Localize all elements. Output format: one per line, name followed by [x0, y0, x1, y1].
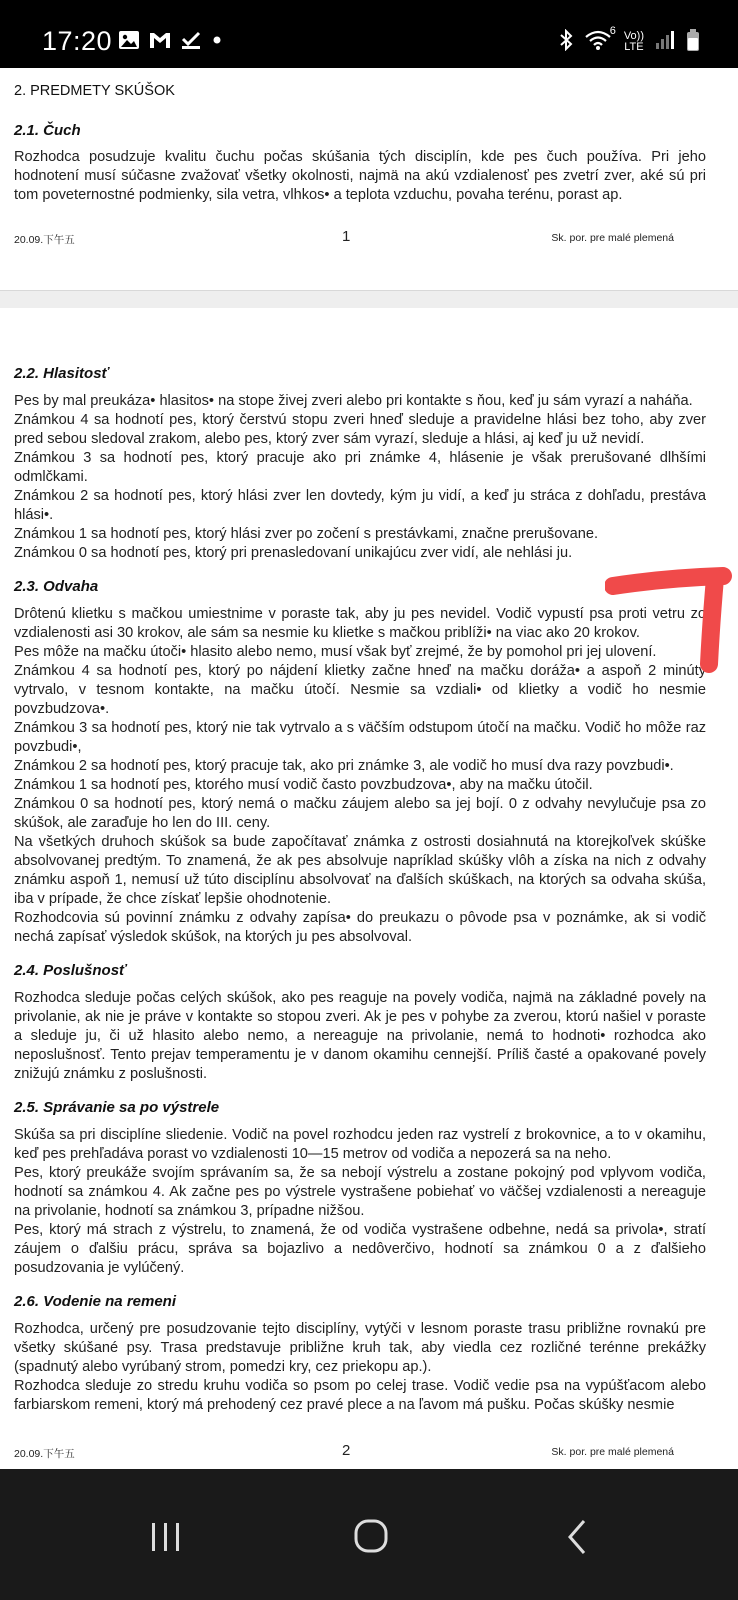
home-icon[interactable]	[352, 1517, 392, 1562]
wifi-icon	[584, 25, 616, 54]
paragraph: Známkou 3 sa hodnotí pes, ktorý pracuje ako pri známke 4, hlásenie je však prerušované dlhšími odmlčkami.	[14, 450, 706, 485]
paragraph: Známkou 4 sa hodnotí pes, ktorý po nájdení klietky začne hneď na mačku doráža• a aspoň 2 minúty vytrvalo, v tesnom kontakte, na mačku útočí. Nesmie sa vzdiali• od klietky a vodič ho nesmie povzbudzova•.	[14, 663, 706, 717]
section-title-2-1: 2.1. Čuch	[14, 122, 81, 139]
section-body-2-2	[14, 392, 706, 563]
paragraph: Pes, ktorý preukáže svojím správaním sa, že sa nebojí výstrelu a zostane pokojný pod vplyvom vodiča, hodnotí sa známkou 4. Ak začne pes po výstrele vystrašene pobiehať vo väčšej vzdialenosti a nereaguje na privolanie, hodnotí sa známkou 3, prípadne nižšou.	[14, 1165, 706, 1219]
navigation-bar	[0, 1469, 738, 1600]
section-body-2-4	[14, 989, 706, 1084]
page-number: 1	[342, 228, 351, 245]
section-body-2-5	[14, 1126, 706, 1278]
signal-icon	[654, 29, 676, 54]
paragraph: Pes by mal preukáza• hlasitos• na stope živej zveri alebo pri kontakte s ňou, keď ju sám vyrazí a naháňa.	[14, 393, 693, 409]
section-title-2-5: 2.5. Správanie sa po výstrele	[14, 1099, 220, 1116]
volte-label-bottom: LTE	[624, 40, 644, 53]
section-title-2-2: 2.2. Hlasitosť	[14, 365, 109, 382]
paragraph: Na všetkých druhoch skúšok sa bude započítavať známka z ostrosti dosiahnutá na ktorejkoľvek skúške absolvovanej predtým. To znamená, že ak pes absolvuje napríklad skúšky vlôh a získa na nich z odvahy známku aspoň 1, nemusí už túto disciplínu absolvovať na ďalších skúškach, na ktorých sa odvaha skúša, iba v prípade, že chce získať lepšie ohodnotenie.	[14, 834, 706, 907]
paragraph: Známkou 2 sa hodnotí pes, ktorý pracuje tak, ako pri známke 3, ale vodič ho musí dva razy povzbudi•.	[14, 758, 674, 774]
red-marker-t-icon	[605, 564, 738, 689]
document-page-2	[0, 308, 738, 1468]
wifi-label: 6	[609, 25, 616, 37]
checkmark-icon	[180, 30, 202, 55]
paragraph: Rozhodca sleduje počas celých skúšok, ako pes reaguje na povely vodiča, najmä na základné povely na privolanie, ak nie je práve v kontakte so stopou zveri. Ak je pes v pohybe za zverou, ktorú našiel v poraste a sleduje ju, či už hlasito alebo nemo, a nereaguje na privolanie, nemá to hodnoti• rozhodca ako neposlušnosť. Tento prejav temperamentu je v danom okamihu cennejší. Príliš časté a opakované povely znižujú známku z poslušnosti.	[14, 990, 706, 1082]
page-number: 2	[342, 1442, 351, 1459]
paragraph: Známkou 2 sa hodnotí pes, ktorý hlási zver len dovtedy, kým ju vidí, a keď ju stráca z dohľadu, prestáva hlási•.	[14, 488, 706, 523]
footer-date: 20.09.下午五	[14, 234, 75, 246]
page-separator	[0, 290, 738, 310]
section-body-2-3	[14, 605, 706, 947]
paragraph: Rozhodca sleduje zo stredu kruhu vodiča so psom po celej trase. Vodič vedie psa na vypúšťacom alebo farbiarskom remeni, ktorý má prehodený cez pravé plece a na ľavom má pušku. Počas skúšky nesmie	[14, 1378, 706, 1413]
paragraph: Pes, ktorý má strach z výstrelu, to znamená, že od vodiča vystrašene odbehne, nedá sa privola•, stratí záujem o ďalšiu prácu, správa sa bojazlivo a nedôverčivo, hodnotí sa známkou 0 a z ďalšieho posudzovania je vylúčený.	[14, 1222, 706, 1276]
section-body-2-6	[14, 1320, 706, 1415]
back-icon[interactable]	[560, 1517, 600, 1562]
page-footer-1	[14, 228, 674, 247]
battery-icon	[686, 28, 700, 55]
section-title-2-3: 2.3. Odvaha	[14, 578, 99, 595]
image-icon	[118, 30, 140, 55]
bluetooth-icon	[558, 29, 574, 54]
volte-icon	[624, 31, 644, 53]
volte-label-top: Vo))	[623, 29, 644, 42]
gmail-icon	[148, 30, 172, 55]
footer-title: Sk. por. pre malé plemená	[551, 232, 674, 244]
paragraph: Drôtenú klietku s mačkou umiestnime v poraste tak, aby ju pes nevidel. Vodič vypustí psa proti vetru zo vzdialenosti asi 30 krokov, ale sám sa nesmie ku klietke s mačkou priblíži• na viac ako 20 krokov.	[14, 606, 706, 641]
clock: 17:20	[42, 26, 113, 56]
status-bar	[0, 0, 738, 68]
chapter-heading: 2. PREDMETY SKÚŠOK	[14, 83, 175, 99]
paragraph: Známkou 1 sa hodnotí pes, ktorého musí vodič často povzbudzova•, aby na mačku útočil.	[14, 777, 593, 793]
paragraph: Známkou 4 sa hodnotí pes, ktorý čerstvú stopu zveri hneď sleduje a pravidelne hlási bez toho, aby zver pred sebou sledoval zrakom, alebo pes, ktorý zver sám vyrazí, sleduje a hlási, aj keď ju už nevidí.	[14, 412, 706, 447]
paragraph: Známkou 0 sa hodnotí pes, ktorý nemá o mačku záujem alebo sa jej bojí. 0 z odvahy nevylučuje psa zo skúšok, ale zaraďuje ho len do III. ceny.	[14, 796, 706, 831]
paragraph: Rozhodca, určený pre posudzovanie tejto disciplíny, vytýči v lesnom poraste trasu približne rovnakú pre všetky skúšané psy. Trasa predstavuje približne kruh tak, aby viedla cez rozličné terénne prekážky (spadnutý alebo vyrúbaný strom, pomedzi kry, cez priekopu ap.).	[14, 1321, 706, 1375]
section-text-2-1: Rozhodca posudzuje kvalitu čuchu počas skúšania tých disciplín, kde pes čuch používa. Pri jeho hodnotení musí súčasne zvažovať všetky okolnosti, najmä na akú vzdialenosť pes zvetrí zver, aké sú pri tom poveternostné podmienky, sila vetra, vlhkos• a teplota vzduchu, povaha terénu, porast ap.	[14, 149, 706, 203]
paragraph: Známkou 1 sa hodnotí pes, ktorý hlási zver po zočení s prestávkami, značne prerušovane.	[14, 526, 599, 542]
page-footer-2	[14, 1442, 674, 1461]
footer-title: Sk. por. pre malé plemená	[551, 1446, 674, 1458]
paragraph: Známkou 3 sa hodnotí pes, ktorý nie tak vytrvalo a s väčším odstupom útočí na mačku. Vodič ho môže raz povzbudi•,	[14, 720, 706, 755]
dot-icon	[210, 30, 224, 55]
paragraph: Známkou 0 sa hodnotí pes, ktorý pri prenasledovaní unikajúcu zver vidí, ale nehlási ju.	[14, 545, 573, 561]
section-title-2-6: 2.6. Vodenie na remeni	[14, 1293, 177, 1310]
document-page-1	[0, 68, 738, 290]
footer-date: 20.09.下午五	[14, 1448, 75, 1460]
section-title-2-4: 2.4. Poslušnosť	[14, 962, 127, 979]
paragraph: Rozhodcovia sú povinní známku z odvahy zapísa• do preukazu o pôvode psa v poznámke, ak si vodič nechá zapísať výsledok skúšok, na ktorých ju pes absolvoval.	[14, 910, 706, 945]
paragraph: Pes môže na mačku útoči• hlasito alebo nemo, musí však byť zrejmé, že by pomohol pri jej ulovení.	[14, 644, 657, 660]
recent-apps-icon[interactable]	[146, 1517, 186, 1562]
paragraph: Skúša sa pri disciplíne sliedenie. Vodič na povel rozhodcu jeden raz vystrelí z brokovnice, a to v okamihu, keď pes prehľadáva porast vo vzdialenosti 10—15 metrov od vodiča a nepozerá sa na neho.	[14, 1127, 706, 1162]
